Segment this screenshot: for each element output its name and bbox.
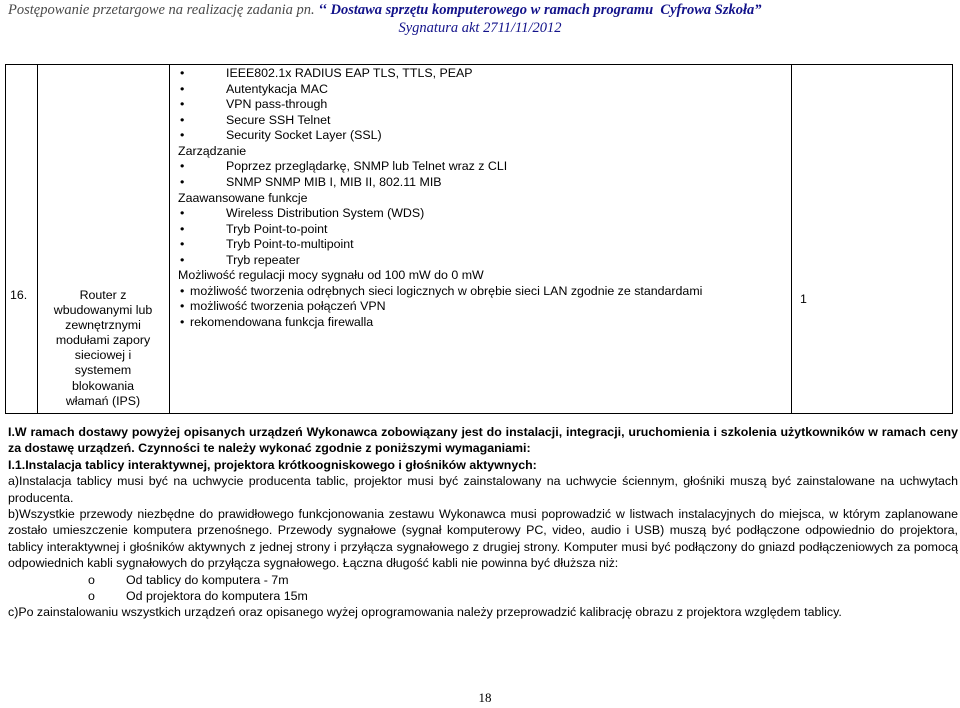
table-divider-lp: [37, 64, 38, 414]
spec-bullet-item: • Poprzez przeglądarkę, SNMP lub Telnet wraz z CLI: [178, 159, 790, 175]
product-name-line: blokowania: [72, 378, 134, 393]
requirements-subheading: I.1.Instalacja tablicy interaktywnej, projektora krótkoogniskowego i głośników aktywnych:: [8, 457, 537, 472]
product-name-line: modułami zapory: [55, 333, 151, 348]
spec-bullet-item: • możliwość tworzenia odrębnych sieci logicznych w obrębie sieci LAN zgodnie ze standardami: [178, 284, 790, 300]
page-number: 18: [478, 690, 492, 705]
product-name-line: włamań (IPS): [65, 393, 141, 408]
spec-bullet-item: • VPN pass-through: [178, 97, 790, 113]
spec-bullet-item: • SNMP SNMP MIB I, MIB II, 802.11 MIB: [178, 175, 790, 191]
installation-requirements: [8, 424, 958, 621]
spec-bullet-item: • Wireless Distribution System (WDS): [178, 206, 790, 222]
header-quote-open: ‘‘: [314, 2, 331, 18]
header-lead: Postępowanie przetargowe na realizację zadania pn.: [8, 2, 315, 18]
requirements-intro: I.W ramach dostawy powyżej opisanych urządzeń Wykonawca zobowiązany jest do instalacji, integracji, uruchomienia i szkolenia użytkowników w ramach ceny za dostawę urządzeń. Czynności te należy wykonać zgodnie z poniższymi wymaganiami:: [8, 425, 958, 456]
list-marker: o: [88, 589, 95, 604]
header-title-line: [8, 2, 954, 19]
list-marker: o: [88, 572, 95, 587]
product-name-line: systemem: [74, 363, 132, 378]
spec-bullet-item: • Tryb Point-to-point: [178, 222, 790, 238]
table-border-left: [5, 64, 6, 414]
table-divider-spec: [791, 64, 792, 414]
list-text: Od tablicy do komputera - 7m: [126, 572, 289, 587]
cable-length-list: [8, 572, 958, 605]
table-rule-bottom: [5, 413, 953, 414]
product-name-line: wbudowanymi lub: [53, 303, 153, 318]
spec-bullet-item: • Security Socket Layer (SSL): [178, 128, 790, 144]
spec-bullet-item: • możliwość tworzenia połączeń VPN: [178, 299, 790, 315]
cable-length-item: [8, 588, 958, 604]
header-title: Dostawa sprzętu komputerowego w ramach programu: [330, 2, 654, 18]
table-cell-quantity: 1: [800, 292, 807, 306]
table-divider-name: [169, 64, 170, 414]
spec-bullet-item: • Autentykacja MAC: [178, 82, 790, 98]
product-name-line: Router z: [79, 288, 127, 302]
spec-bullet-item: • Tryb repeater: [178, 253, 790, 269]
requirement-a: a)Instalacja tablicy musi być na uchwycie producenta tablic, projektor musi być zainstalowany na uchwycie ściennym, głośniki muszą być zainstalowane na uchwytach producenta.: [8, 474, 958, 505]
spec-heading: Zaawansowane funkcje: [178, 190, 308, 205]
spec-bullet-item: • Tryb Point-to-multipoint: [178, 237, 790, 253]
spec-bullet-item: • IEEE802.1x RADIUS EAP TLS, TTLS, PEAP: [178, 66, 790, 82]
table-border-right: [952, 64, 953, 414]
requirement-c: c)Po zainstalowaniu wszystkich urządzeń oraz opisanego wyżej oprogramowania należy przeprowadzić kalibrację obrazu z projektora względem tablicy.: [8, 605, 842, 620]
spec-bullet-item: • Secure SSH Telnet: [178, 113, 790, 129]
product-name-line: sieciowej i: [74, 348, 132, 363]
spec-heading: Możliwość regulacji mocy sygnału od 100 mW do 0 mW: [178, 268, 484, 283]
header-title-tail: Cyfrowa Szkoła”: [660, 2, 762, 18]
spec-bullet-item: • rekomendowana funkcja firewalla: [178, 315, 790, 331]
cable-length-item: [8, 572, 958, 588]
document-header: [0, 0, 960, 40]
table-cell-product-name: [42, 288, 164, 409]
requirement-b: b)Wszystkie przewody niezbędne do prawidłowego funkcjonowania zestawu Wykonawca musi poprowadzić w listwach instalacyjnych do miejsca, w którym zaplanowane zostało umieszczenie komputera przenośnego. Przewody sygnałowe (sygnał komputerowy PC, video, audio i USB) muszą być podłączone odpowiednio do projektora, tablicy interaktywnej i głośników aktywnych z jednej strony i przyłącza sygnałowego z drugiej strony. Komputer musi być podłączony do gniazd podłączeniowych za pomocą odpowiednich kabli sygnałowych do przyłącza sygnałowego. Łączna długość kabli nie powinna być dłuższa niż:: [8, 507, 958, 571]
table-cell-specification: [178, 66, 790, 331]
table-cell-lp: 16.: [10, 288, 28, 302]
product-name-line: zewnętrznymi: [65, 318, 141, 333]
table-rule-top: [5, 64, 953, 65]
spec-heading: Zarządzanie: [178, 143, 247, 158]
list-text: Od projektora do komputera 15m: [126, 589, 308, 604]
header-signature: Sygnatura akt 2711/11/2012: [398, 20, 562, 36]
